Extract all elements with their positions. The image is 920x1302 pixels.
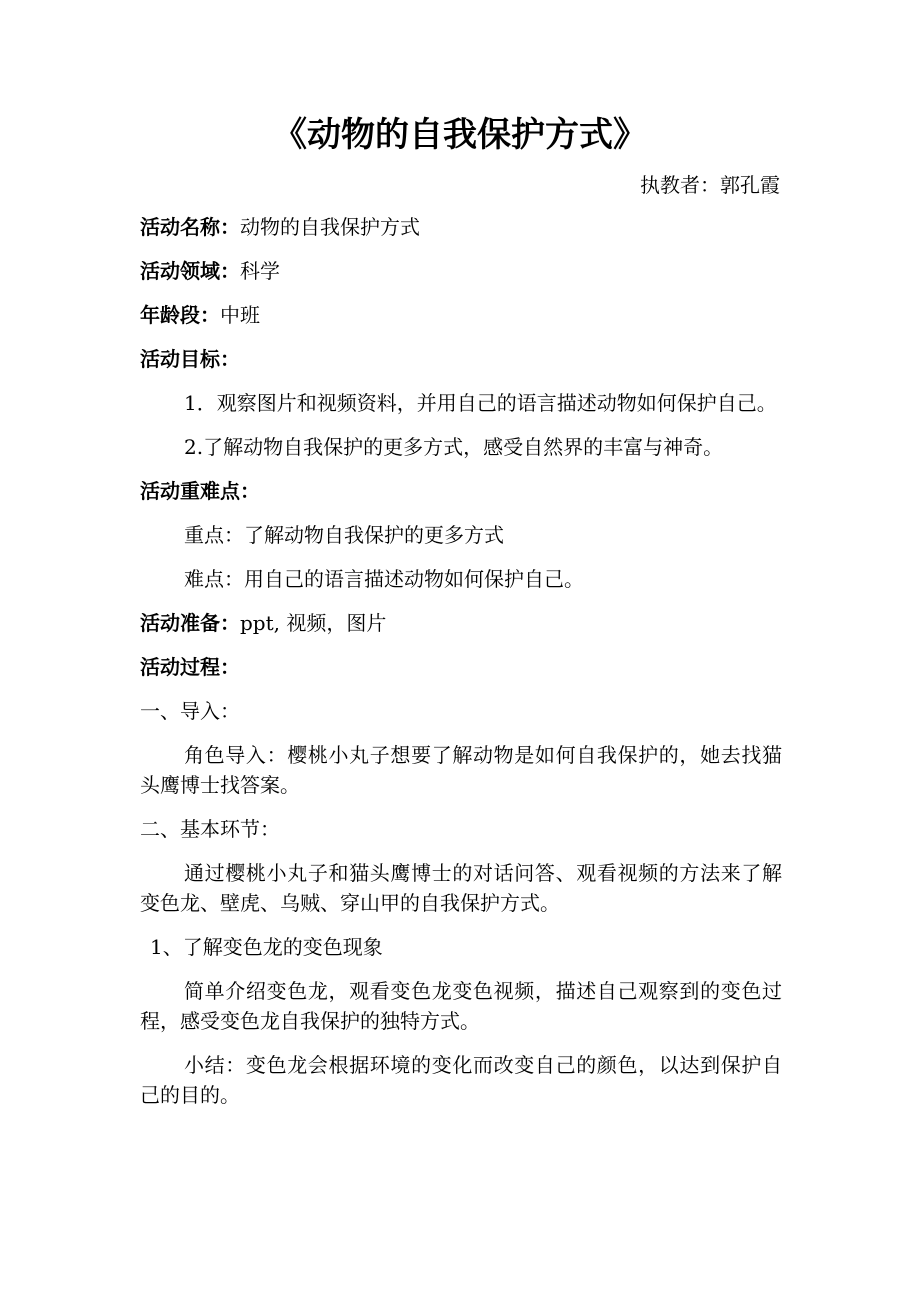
- process-heading: 活动过程：: [140, 655, 240, 679]
- activity-name-label: 活动名称：: [140, 215, 240, 239]
- activity-name-value: 动物的自我保护方式: [240, 215, 420, 239]
- section-2-text: 通过樱桃小丸子和猫头鹰博士的对话问答、观看视频的方法来了解变色龙、壁虎、乌贼、穿山甲的自我保护方式。: [140, 861, 782, 915]
- subsection-1-summary: 小结：变色龙会根据环境的变化而改变自己的颜色，以达到保护自己的目的。: [140, 1053, 782, 1107]
- key-points-heading: 活动重难点：: [140, 479, 260, 503]
- section-1-title: 一、导入：: [140, 699, 240, 723]
- age-group-label: 年龄段：: [140, 303, 220, 327]
- document-title: 《动物的自我保护方式》: [273, 115, 647, 155]
- section-1-text: 角色导入：樱桃小丸子想要了解动物是如何自我保护的，她去找猫头鹰博士找答案。: [140, 743, 782, 797]
- preparation-value: ppt, 视频，图片: [240, 611, 387, 635]
- difficulty-point: 难点：用自己的语言描述动物如何保护自己。: [184, 567, 584, 591]
- activity-field-value: 科学: [240, 259, 280, 283]
- teacher-line: 执教者：郭孔霞: [640, 173, 780, 197]
- document-body: [140, 212, 782, 1124]
- subsection-1-title: 1、了解变色龙的变色现象: [150, 935, 383, 959]
- key-point: 重点：了解动物自我保护的更多方式: [184, 523, 504, 547]
- age-group-row: [140, 300, 782, 330]
- activity-field-label: 活动领域：: [140, 259, 240, 283]
- goal-item-2: 2.了解动物自我保护的更多方式，感受自然界的丰富与神奇。: [184, 435, 724, 459]
- age-group-value: 中班: [220, 303, 260, 327]
- section-2-title: 二、基本环节：: [140, 817, 280, 841]
- preparation-label: 活动准备：: [140, 611, 240, 635]
- activity-name-row: [140, 212, 782, 242]
- subsection-1-text: 简单介绍变色龙，观看变色龙变色视频，描述自己观察到的变色过程，感受变色龙自我保护的独特方式。: [140, 979, 782, 1033]
- activity-field-row: [140, 256, 782, 286]
- goals-heading: 活动目标：: [140, 347, 240, 371]
- preparation-row: [140, 608, 782, 638]
- goal-item-1: 1．观察图片和视频资料，并用自己的语言描述动物如何保护自己。: [184, 391, 777, 415]
